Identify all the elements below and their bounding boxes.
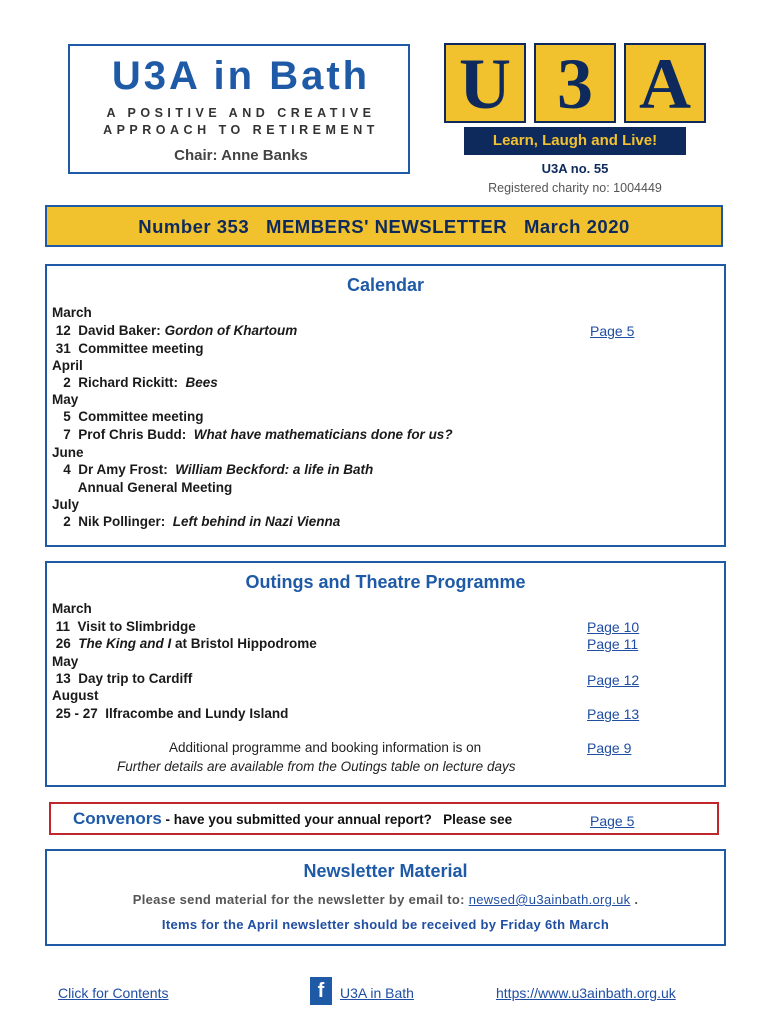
website-link[interactable]: https://www.u3ainbath.org.uk xyxy=(496,985,676,1001)
calendar-event: 7 Prof Chris Budd: What have mathematicians done for us? xyxy=(52,427,453,442)
convenors-text: - have you submitted your annual report? Please see xyxy=(161,812,516,827)
send-material-line: Please send material for the newsletter by email to: newsed@u3ainbath.org.uk . xyxy=(132,892,639,907)
calendar-event: 2 Richard Rickitt: Bees xyxy=(52,375,218,390)
tagline-line-2: APPROACH TO RETIREMENT xyxy=(103,123,379,137)
calendar-month: March xyxy=(52,305,92,320)
further-details-text: Further details are available from the Outings table on lecture days xyxy=(117,759,516,774)
outing-page-link[interactable]: Page 12 xyxy=(587,672,640,688)
convenors-notice xyxy=(49,802,719,835)
calendar-month: May xyxy=(52,392,79,407)
additional-info-text: Additional programme and booking information is on xyxy=(169,740,482,755)
banner-text: Number 353 MEMBERS' NEWSLETTER March 2020 xyxy=(138,216,630,237)
convenors-label: Convenors xyxy=(73,809,162,828)
chair-name: Chair: Anne Banks xyxy=(174,147,308,164)
calendar-title: Calendar xyxy=(346,275,425,295)
charity-number: Registered charity no: 1004449 xyxy=(488,181,662,195)
calendar-section xyxy=(45,264,726,547)
newsletter-material-section xyxy=(45,849,726,946)
masthead-title: U3A in Bath xyxy=(111,54,371,98)
facebook-link[interactable]: U3A in Bath xyxy=(340,985,414,1001)
newsletter-material-title: Newsletter Material xyxy=(303,861,468,881)
calendar-event: 2 Nik Pollinger: Left behind in Nazi Vienna xyxy=(52,514,341,529)
logo-letter-u: U xyxy=(444,43,526,123)
calendar-month: April xyxy=(52,358,83,373)
outings-month: August xyxy=(52,688,99,703)
newsletter-email-link[interactable]: newsed@u3ainbath.org.uk xyxy=(468,892,631,907)
outings-month: March xyxy=(52,601,92,616)
calendar-month: June xyxy=(52,445,84,460)
outing-page-link[interactable]: Page 10 xyxy=(587,619,640,635)
outing-item: 11 Visit to Slimbridge xyxy=(52,619,196,634)
outing-page-link[interactable]: Page 13 xyxy=(587,706,640,722)
calendar-event: 31 Committee meeting xyxy=(52,341,204,356)
outing-item: 13 Day trip to Cardiff xyxy=(52,671,193,686)
outings-title: Outings and Theatre Programme xyxy=(245,572,526,592)
outings-section xyxy=(45,561,726,787)
masthead-box xyxy=(68,44,410,174)
convenors-line xyxy=(73,809,516,829)
calendar-month: July xyxy=(52,497,80,512)
outing-page-link[interactable]: Page 11 xyxy=(587,636,639,652)
calendar-event: 5 Committee meeting xyxy=(52,409,204,424)
outing-item: 25 - 27 Ilfracombe and Lundy Island xyxy=(52,706,289,721)
calendar-page-link[interactable]: Page 5 xyxy=(590,323,635,339)
logo-letter-3: 3 xyxy=(534,43,616,123)
calendar-event: 12 David Baker: Gordon of Khartoum xyxy=(52,323,298,338)
calendar-event: 4 Dr Amy Frost: William Beckford: a life in Bath xyxy=(52,462,374,477)
deadline-text: Items for the April newsletter should be received by Friday 6th March xyxy=(161,917,610,932)
facebook-icon[interactable]: f xyxy=(310,977,332,1005)
outings-month: May xyxy=(52,654,79,669)
additional-info-page-link[interactable]: Page 9 xyxy=(587,740,632,756)
tagline-line-1: A POSITIVE AND CREATIVE xyxy=(106,106,376,120)
logo-letter-a: A xyxy=(624,43,706,123)
contents-link[interactable]: Click for Contents xyxy=(58,985,169,1001)
outing-item: 26 The King and I at Bristol Hippodrome xyxy=(52,636,317,651)
newsletter-banner xyxy=(45,205,723,247)
u3a-number: U3A no. 55 xyxy=(541,161,609,176)
logo-slogan: Learn, Laugh and Live! xyxy=(464,127,686,155)
calendar-event: Annual General Meeting xyxy=(52,480,233,495)
u3a-logo xyxy=(444,43,706,123)
convenors-page-link[interactable]: Page 5 xyxy=(590,813,635,829)
